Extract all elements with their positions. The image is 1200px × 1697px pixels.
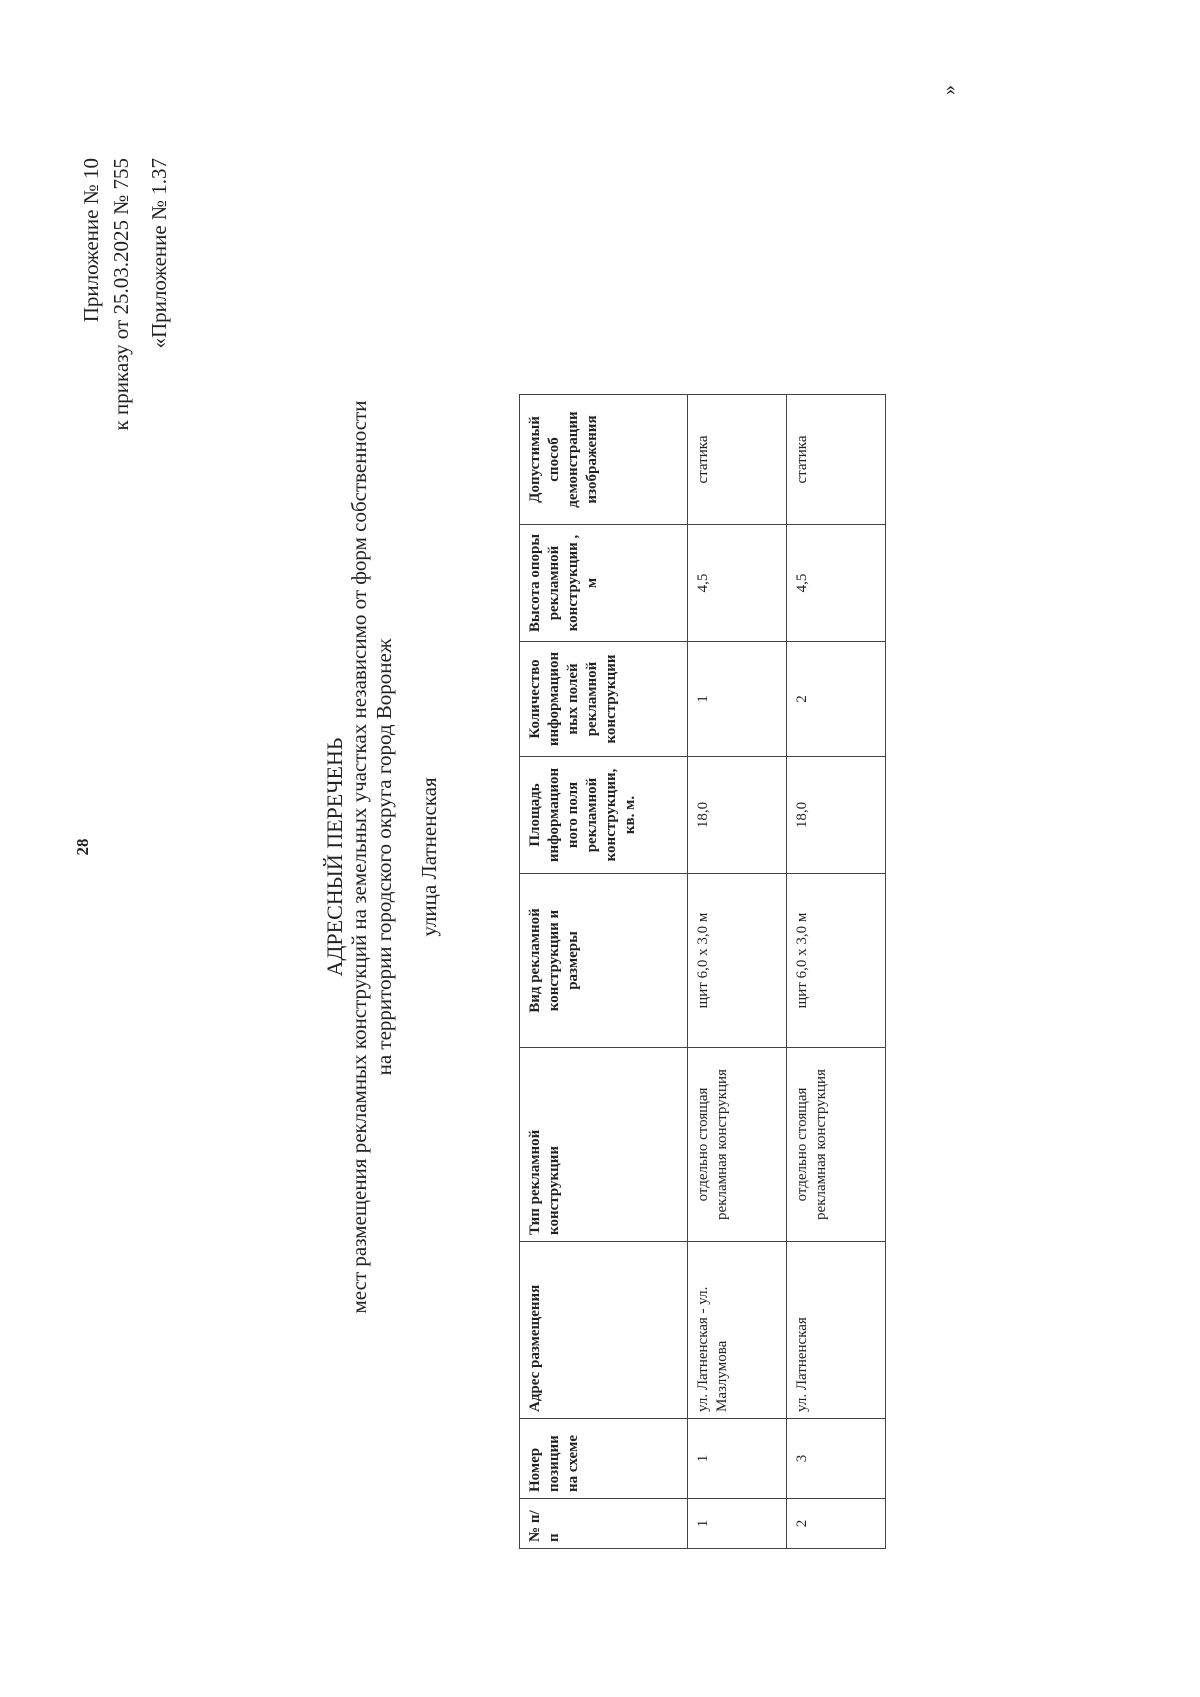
table-cell: щит 6,0 х 3,0 м bbox=[688, 874, 787, 1048]
table-cell: щит 6,0 х 3,0 м bbox=[787, 874, 886, 1048]
table-cell: 3 bbox=[787, 1419, 886, 1499]
table-cell: 1 bbox=[688, 1419, 787, 1499]
column-header: Тип рекламной конструкции bbox=[520, 1048, 688, 1242]
document-subtitle: мест размещения рекламных конструкций на земельных участках независимо от форм собственности bbox=[347, 400, 371, 1314]
document-heading bbox=[322, 197, 442, 1517]
document-subtitle-territory: на территории городского округа город Воронеж bbox=[372, 638, 396, 1076]
column-header: Площадь информацион ного поля рекламной конструкции, кв. м. bbox=[520, 757, 688, 874]
column-header: Номер позиции на схеме bbox=[520, 1419, 688, 1499]
table-row bbox=[787, 395, 886, 1549]
table-cell: ул. Латненская - ул. Мазлумова bbox=[688, 1242, 787, 1419]
column-header: Количество информацион ных полей рекламной конструкции bbox=[520, 642, 688, 757]
page-number: 28 bbox=[73, 838, 92, 856]
column-header: Вид рекламной конструкции и размеры bbox=[520, 874, 688, 1048]
column-header: Адрес размещения bbox=[520, 1242, 688, 1419]
document-title: АДРЕСНЫЙ ПЕРЕЧЕНЬ bbox=[322, 737, 347, 977]
column-header: № п/п bbox=[520, 1499, 688, 1549]
table-cell: 2 bbox=[787, 1499, 886, 1549]
table-header-row bbox=[520, 395, 688, 1549]
table-cell: 18,0 bbox=[688, 757, 787, 874]
table-cell: 18,0 bbox=[787, 757, 886, 874]
column-header: Допустимый способ демонстрации изображения bbox=[520, 395, 688, 525]
column-header: Высота опоры рекламной конструкции , м bbox=[520, 525, 688, 642]
table-cell: 2 bbox=[787, 642, 886, 757]
table-cell: статика bbox=[688, 395, 787, 525]
table-cell: 1 bbox=[688, 1499, 787, 1549]
appendix-number: Приложение № 10 bbox=[79, 158, 103, 323]
table-cell: 4,5 bbox=[787, 525, 886, 642]
table-row bbox=[688, 395, 787, 1549]
table-cell: 1 bbox=[688, 642, 787, 757]
table-cell: статика bbox=[787, 395, 886, 525]
table-cell: отдельно стоящая рекламная конструкция bbox=[787, 1048, 886, 1242]
appendix-subnumber: «Приложение № 1.37 bbox=[147, 158, 171, 349]
appendix-header bbox=[76, 158, 174, 430]
table-cell: 4,5 bbox=[688, 525, 787, 642]
order-reference: к приказу от 25.03.2025 № 755 bbox=[109, 158, 133, 431]
street-name: улица Латненская bbox=[417, 777, 441, 937]
table-cell: ул. Латненская bbox=[787, 1242, 886, 1419]
address-table bbox=[519, 394, 886, 1549]
closing-quote: » bbox=[938, 85, 960, 95]
table-cell: отдельно стоящая рекламная конструкция bbox=[688, 1048, 787, 1242]
